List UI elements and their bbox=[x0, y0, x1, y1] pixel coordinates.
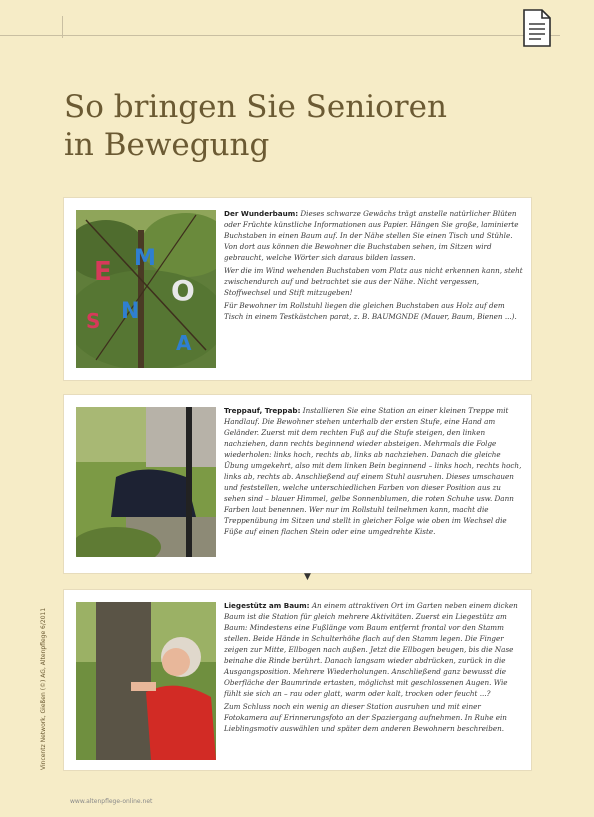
section-lead: Der Wunderbaum: bbox=[224, 209, 299, 218]
photo-tree-letters bbox=[76, 210, 216, 368]
page-title-line-1: So bringen Sie Senioren bbox=[64, 89, 447, 125]
header-tick bbox=[62, 16, 63, 38]
section-lead: Treppauf, Treppab: bbox=[224, 406, 301, 415]
section-paragraph: An einem attraktiven Ort im Garten neben einem dicken Baum ist die Station für gleich mehrere Aktivitäten. Zuerst ein Liegestütz am Baum: Mindestens eine Fußlänge vom Baum entfernt frontal vor den Stamm stellen. Beide Hände in Schulterhöhe flach auf den Stamm legen. Die Finger zeigen zur Mitte, Ellbogen nach außen. Jetzt die Ellbogen beugen, bis die Nase beinahe die Rinde berührt. Danach langsam wieder abdrücken, zurück in die Ausgangsposition. Mehrere Wiederholungen. Anschließend ganz bewusst die Oberfläche der Baumrinde ertasten, möglichst mit geschlossenen Augen. Wie fühlt sie sich an – rau oder glatt, warm oder kalt, trocken oder feucht ...? bbox=[224, 601, 518, 698]
svg-text:O: O bbox=[171, 274, 195, 307]
svg-text:N: N bbox=[121, 299, 140, 324]
svg-text:A: A bbox=[176, 331, 192, 355]
document-icon bbox=[520, 8, 554, 48]
section-lead: Liegestütz am Baum: bbox=[224, 601, 310, 610]
section-text-liegestuetz bbox=[224, 600, 524, 736]
svg-text:S: S bbox=[86, 309, 101, 333]
section-paragraph: Zum Schluss noch ein wenig an dieser Station ausruhen und mit einer Fotokamera auf Erinnerungsfoto an der Spaziergang aufnehmen. In Ruhe ein Lieblingsmotiv auswählen und später dem anderen Bewohnern beschreiben. bbox=[224, 702, 507, 733]
section-text-treppe bbox=[224, 405, 524, 539]
section-paragraph: Installieren Sie eine Station an einer kleinen Treppe mit Handlauf. Die Bewohner stehen unterhalb der ersten Stufe, eine Hand am Geländer. Zuerst mit dem rechten Fuß auf die Stufe steigen, den linken nachziehen, dann rechts beginnend wieder absteigen. Mehrmals die Folge wiederholen: links hoch, rechts ab, links ab nachziehen. Danach die gleiche Übung umgekehrt, also mit dem linken Bein beginnend – links hoch, rechts hoch, links ab, rechts ab. Anschließend auf einem Stuhl ausruhen. Dieses umschauen und feststellen, welche unterschiedlichen Farben von dieser Position aus zu sehen sind – blauer Himmel, gelbe Sonnenblumen, die roten Schuhe usw. Dann Farben laut benennen. Wer nur im Rollstuhl teilnehmen kann, macht die Treppenübung im Sitzen und stellt in gleicher Folge wie oben im Wechsel die Füße auf einen flachen Stein oder eine umgedrehte Kiste. bbox=[224, 406, 522, 536]
section-paragraph: Für Bewohner im Rollstuhl liegen die gleichen Buchstaben aus Holz auf dem Tisch in einem Testkästchen parat, z. B. BAUMGNDE (Mauer, Baum, Bienen ...). bbox=[224, 301, 517, 321]
copyright-note: Vincentz Network, Gießen (©) AG, Altenpflege 6/2011 bbox=[40, 607, 47, 770]
section-text-wunderbaum bbox=[224, 208, 524, 324]
photo-tree-pushup bbox=[76, 602, 216, 760]
photo-stair-step bbox=[76, 407, 216, 557]
svg-text:E: E bbox=[94, 257, 112, 287]
header-rule bbox=[0, 35, 560, 36]
page-title-line-2: in Bewegung bbox=[64, 127, 270, 163]
page-marker: ▼ bbox=[304, 572, 311, 582]
section-card-liegestuetz bbox=[64, 590, 531, 770]
section-paragraph: Dieses schwarze Gewächs trägt anstelle natürlicher Blüten oder Früchte künstliche Informationen aus Papier. Hängen Sie große, laminierte Buchstaben in einen Baum auf. In der Nähe stellen Sie einen Tisch und Stühle. Von dort aus können die Bewohner die Buchstaben sehen, im Sitzen wird gebraucht, welche Wörter sich daraus bilden lassen. bbox=[224, 209, 519, 262]
section-paragraph: Wer die im Wind wehenden Buchstaben vom Platz aus nicht erkennen kann, steht zwischendurch auf und betrachtet sie aus der Nähe. Nicht vergessen, Stoffwechsel und Stift mitzugeben! bbox=[224, 266, 523, 297]
section-card-treppe bbox=[64, 395, 531, 573]
footer-url: www.altenpflege-online.net bbox=[70, 798, 153, 805]
section-card-wunderbaum bbox=[64, 198, 531, 380]
svg-text:M: M bbox=[134, 246, 156, 271]
page-title bbox=[64, 88, 484, 164]
